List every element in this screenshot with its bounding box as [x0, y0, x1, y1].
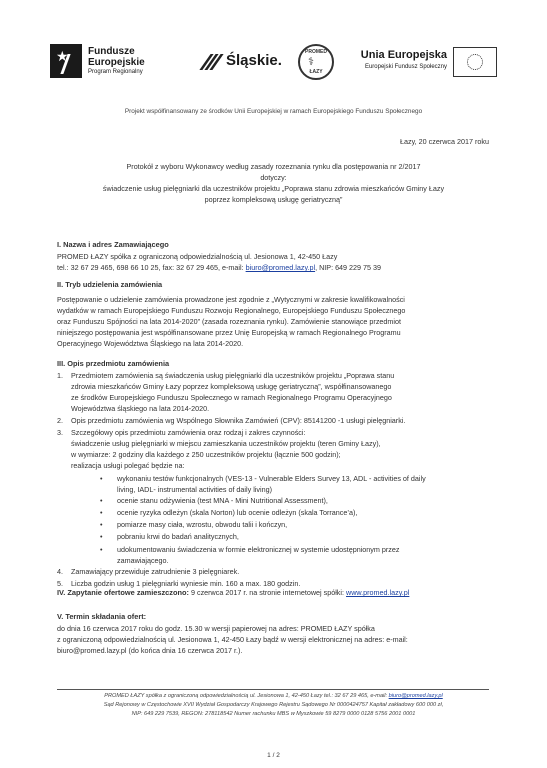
- footer-line3: NIP: 649 229 7539, REGON: 278118542 Numer rachunku MBS w Myszkowie 59 8279 0000 0128 5756 2001 0001: [131, 710, 416, 717]
- website-link[interactable]: www.promed.lazy.pl: [346, 588, 410, 597]
- section1-contact: tel.: 32 67 29 465, 698 66 10 25, fax: 32 67 29 465, e-mail:: [57, 263, 246, 272]
- unia-europejska-logo: [347, 47, 497, 79]
- ue-logo-subtitle: Europejski Fundusz Społeczny: [364, 64, 447, 70]
- section2-line: niniejszego postępowania jest współfinansowane przez Unię Europejską w ramach Regionalnego Programu: [57, 328, 401, 338]
- list-number: 5.: [57, 579, 63, 588]
- section2-line: oraz Funduszu Spójności na lata 2014-2020” (zasada rozeznania rynku). Zamówienie stanowiące przedmiot: [57, 317, 401, 327]
- title-line2: dotyczy:: [260, 173, 287, 182]
- section1-line2: [57, 262, 381, 273]
- item-line: ze środków Europejskiego Funduszu Społecznego w ramach Regionalnego Programu Operacyjnego: [71, 393, 392, 403]
- footer-line1: [40, 692, 507, 701]
- promed-logo-bottom: ŁAZY: [309, 69, 323, 75]
- section1-line1: PROMED ŁAZY spółka z ograniczoną odpowiedzialnością ul. Jesionowa 1, 42-450 Łazy: [57, 252, 338, 261]
- item-line: świadczenie usług pielęgniarki w miejscu zamieszkania uczestników projektu (teren Gminy Łazy),: [71, 439, 381, 449]
- section4-text: 9 czerwca 2017 r. na stronie internetowej spółki:: [188, 588, 346, 597]
- fe-logo-subtitle: Program Regionalny: [88, 69, 143, 75]
- fundusze-europejskie-logo: [50, 42, 180, 84]
- section3-item1: [71, 370, 489, 414]
- slaskie-logo: [202, 50, 292, 76]
- list-number: 2.: [57, 416, 63, 425]
- footer-divider: [57, 689, 489, 690]
- section3-item4: Zamawiający przewiduje zatrudnienie 3 pielęgniarek.: [71, 567, 240, 576]
- item-line: Przedmiotem zamówienia są świadczenia usług pielęgniarki dla uczestników projektu „Poprawa stanu: [71, 371, 395, 380]
- section2-line: Postępowanie o udzielenie zamówienia prowadzone jest zgodnie z „Wytycznymi w zakresie kwalifikowalności: [57, 295, 405, 304]
- section3-heading: III. Opis przedmiotu zamówienia: [57, 359, 170, 368]
- section4-heading: IV. Zapytanie ofertowe zamieszczono:: [57, 588, 189, 597]
- bullet-icon: •: [100, 532, 103, 541]
- email-link[interactable]: biuro@promed.lazy.pl: [245, 263, 316, 272]
- bullet-icon: •: [100, 474, 103, 483]
- bullet-line: pomiarze masy ciała, wzrostu, obwodu talii i kończyn,: [117, 520, 288, 529]
- bullet-line: wykonaniu testów funkcjonalnych (VES-13 - Vulnerable Elders Survey 13, ADL - activities of daily: [117, 474, 426, 483]
- item-line: Województwa śląskiego na lata 2014-2020.: [71, 404, 210, 414]
- section2-heading: II. Tryb udzielenia zamówienia: [57, 280, 163, 289]
- slaskie-stripes-icon: [202, 54, 220, 70]
- section3-item5: Liczba godzin usług 1 pielęgniarki wyniesie min. 160 a max. 180 godzin.: [71, 579, 301, 588]
- section2-line: Operacyjnego Województwa Śląskiego na lata 2014-2020.: [57, 339, 244, 349]
- section2-line: wydatków w ramach Europejskiego Funduszu Rozwoju Regionalnego, Europejskiego Funduszu Społecznego: [57, 306, 406, 316]
- title-line4: poprzez kompleksową usługę geriatryczną”: [204, 195, 343, 204]
- project-note: Projekt współfinansowany ze środków Unii Europejskiej w ramach Europejskiego Funduszu Społecznego: [124, 108, 423, 115]
- date-line: Łazy, 20 czerwca 2017 roku: [400, 137, 489, 146]
- footer-address: PROMED ŁAZY spółka z ograniczoną odpowiedzialnością ul. Jesionowa 1, 42-450 Łazy tel.: 32 67 29 465, e-mail:: [104, 693, 389, 699]
- footer-email-link[interactable]: biuro@promed.lazy.pl: [388, 693, 443, 699]
- bullet-line: ocenie ryzyka odleżyn (skala Norton) lub ocenie odleżyn (skala Torrance’a),: [117, 508, 358, 517]
- section5-paragraph: [57, 623, 489, 656]
- section2-paragraph: [57, 294, 489, 349]
- page-number: 1 / 2: [267, 752, 280, 759]
- fe-logo-title-line1: Fundusze: [88, 46, 135, 57]
- logo-bar: [50, 42, 497, 84]
- section3-item3: [71, 427, 489, 471]
- item-line: w wymiarze: 2 godziny dla każdego z 250 uczestników projektu (łącznie 500 godzin);: [71, 450, 341, 460]
- bullet-icon: •: [100, 496, 103, 505]
- section4-line: [57, 587, 409, 598]
- list-number: 3.: [57, 428, 63, 437]
- section1-heading: I. Nazwa i adres Zamawiającego: [57, 240, 169, 249]
- list-number: 1.: [57, 371, 63, 380]
- ue-logo-title: Unia Europejska: [360, 49, 447, 61]
- promed-logo: [298, 44, 334, 80]
- fe-star-icon: ★: [50, 44, 82, 78]
- footer: [40, 692, 507, 718]
- fe-logo-title: [88, 46, 145, 68]
- bullet-icon: •: [100, 508, 103, 517]
- bullet-line: zamawiającego.: [117, 556, 169, 566]
- bullet-line: udokumentowaniu świadczenia w formie elektronicznej w systemie udostępnionym przez: [117, 545, 400, 554]
- title-line1: Protokół z wyboru Wykonawcy według zasady rozeznania rynku dla postępowania nr 2/2017: [126, 162, 421, 171]
- bullet-icon: •: [100, 520, 103, 529]
- item-line: Szczegółowy opis przedmiotu zamówienia oraz rodzaj i zakres czynności:: [71, 428, 306, 437]
- section5-heading: V. Termin składania ofert:: [57, 612, 147, 621]
- bullet-line: pobraniu krwi do badań analitycznych,: [117, 532, 239, 541]
- bullet-icon: •: [100, 545, 103, 554]
- section5-line: z ograniczoną odpowiedzialnością ul. Jesionowa 1, 42-450 Łazy bądź w wersji elektronicznej na adres: e-mail:: [57, 635, 408, 645]
- footer-line2: Sąd Rejonowy w Częstochowie XVII Wydział Gospodarczy Krajowego Rejestru Sądowego Nr 0000424757 Kapitał zakładowy 600 000 zł,: [103, 701, 444, 708]
- promed-logo-top: PROMED: [305, 49, 327, 55]
- section3-item2: Opis przedmiotu zamówienia wg Wspólnego Słownika Zamówień (CPV): 85141200 -1 usługi pielęgniarki.: [71, 416, 406, 425]
- item-line: zdrowia mieszkańców Gminy Łazy poprzez kompleksową usługę geriatryczną”, współfinansowanego: [71, 382, 392, 392]
- slaskie-logo-text: Śląskie.: [226, 52, 282, 69]
- title-line3: świadczenie usług pielęgniarki dla uczestników projektu „Poprawa stanu zdrowia mieszkańców Gminy Łazy: [102, 184, 445, 193]
- bullet-line: ocenie stanu odżywienia (test MNA - Mini Nutritional Assessment),: [117, 496, 328, 505]
- list-number: 4.: [57, 567, 63, 576]
- bullet-line: living, IADL- instrumental activities of daily living): [117, 485, 272, 495]
- fe-logo-title-line2: Europejskie: [88, 57, 145, 68]
- section5-line: do dnia 16 czerwca 2017 roku do godz. 15.30 w wersji papierowej na adres: PROMED ŁAZY spółka: [57, 624, 375, 633]
- item-line: realizacja usługi polegać będzie na:: [71, 461, 185, 471]
- promed-figures-icon: ⚕: [308, 56, 314, 68]
- section1-nip: , NIP: 649 229 75 39: [315, 263, 382, 272]
- eu-flag-icon: [453, 47, 497, 77]
- section5-line: biuro@promed.lazy.pl (do końca dnia 16 czerwca 2017 r.).: [57, 646, 243, 656]
